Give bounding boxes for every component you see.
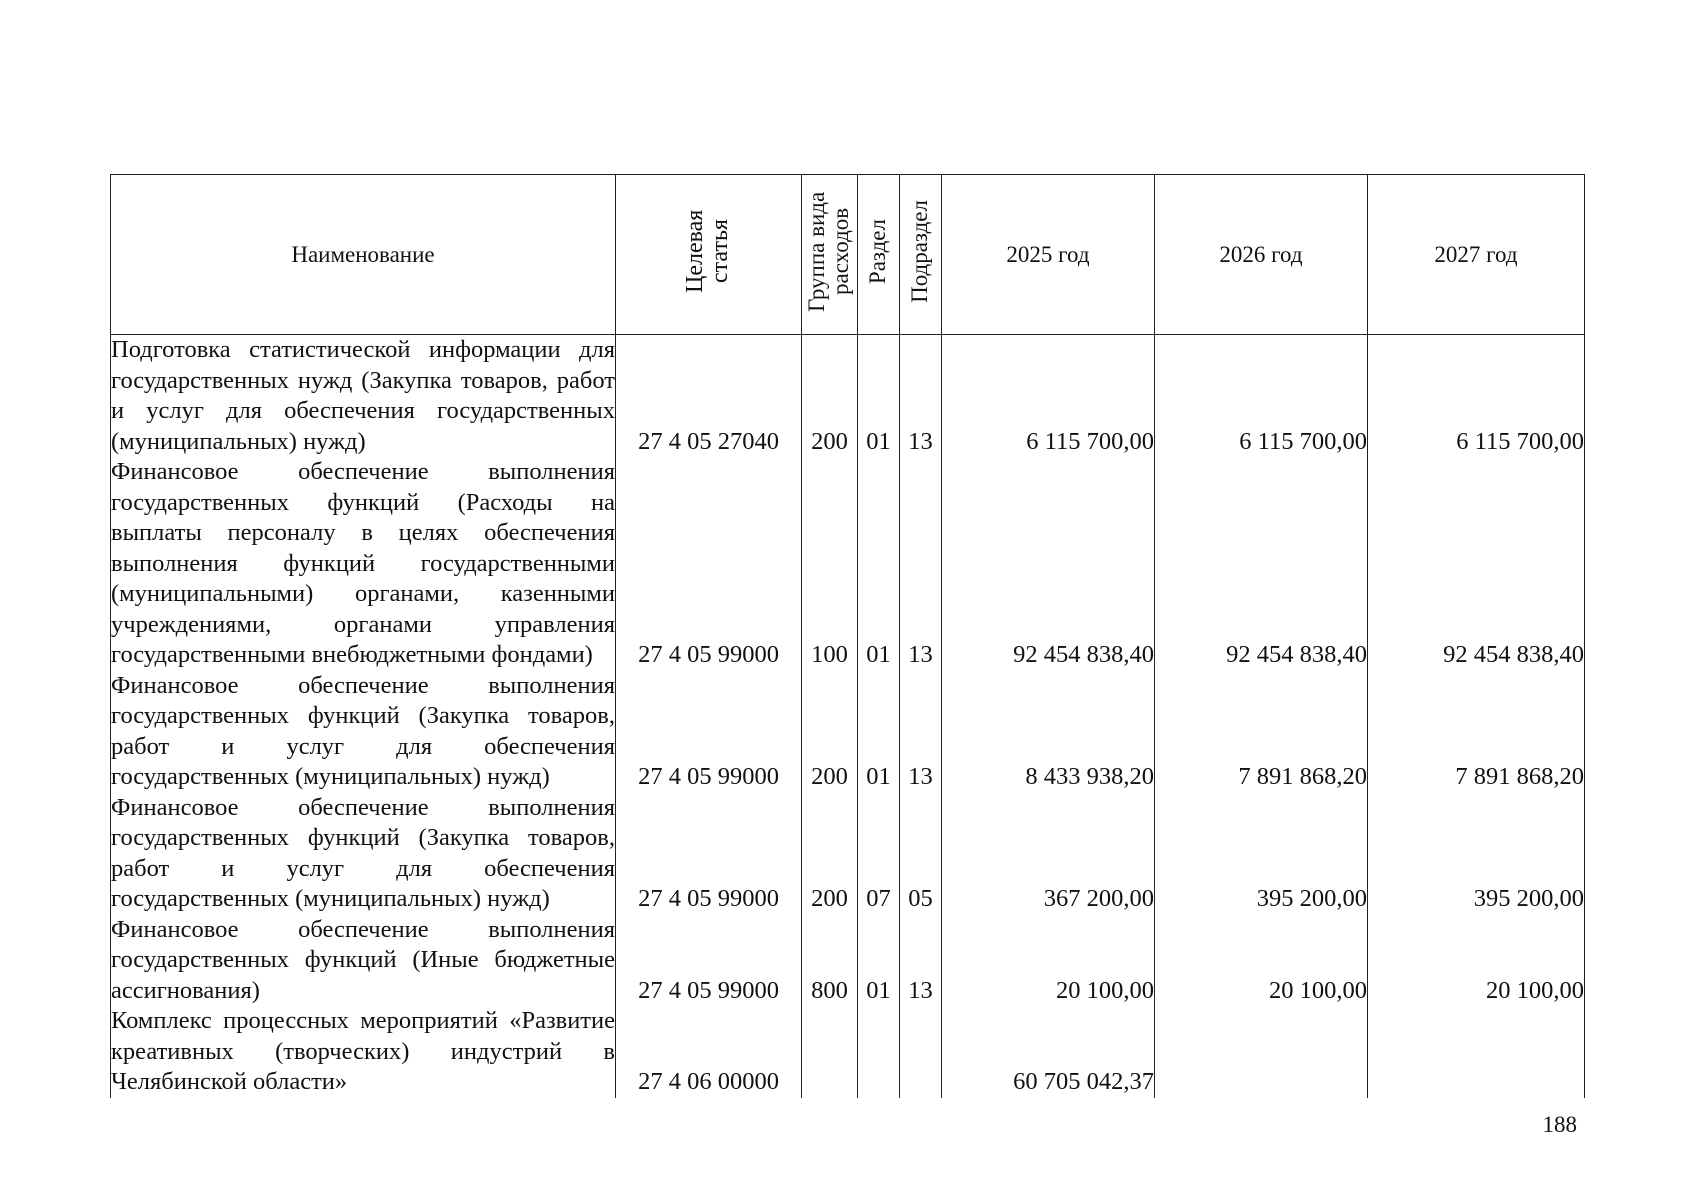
row-expense-group: 800 xyxy=(802,915,858,1007)
header-year-2026: 2026 год xyxy=(1155,175,1368,335)
row-amount-2026: 6 115 700,00 xyxy=(1155,335,1368,458)
row-section: 07 xyxy=(858,793,900,915)
header-year-2025: 2025 год xyxy=(942,175,1155,335)
row-amount-2026: 7 891 868,20 xyxy=(1155,671,1368,793)
page-number: 188 xyxy=(1542,1112,1577,1137)
row-name: Финансовое обеспечение выполнения государственных функций (Закупка товаров, работ и услуг для обеспечения государственных (муниципальных) нужд) xyxy=(111,793,616,915)
row-target-article: 27 4 06 00000 xyxy=(616,1006,802,1098)
budget-sheet xyxy=(110,174,1584,1093)
table-row xyxy=(111,335,1585,458)
row-name: Подготовка статистической информации для государственных нужд (Закупка товаров, работ и услуг для обеспечения государственных (муниципальных) нужд) xyxy=(111,335,616,458)
row-subsection: 13 xyxy=(900,457,942,671)
row-amount-2027: 6 115 700,00 xyxy=(1368,335,1585,458)
row-expense-group: 200 xyxy=(802,793,858,915)
row-amount-2026: 395 200,00 xyxy=(1155,793,1368,915)
row-subsection: 13 xyxy=(900,335,942,458)
header-subsection: Подраздел xyxy=(900,175,942,335)
row-name: Финансовое обеспечение выполнения государственных функций (Закупка товаров, работ и услуг для обеспечения государственных (муниципальных) нужд) xyxy=(111,671,616,793)
row-amount-2027: 7 891 868,20 xyxy=(1368,671,1585,793)
row-expense-group: 100 xyxy=(802,457,858,671)
table-header-row xyxy=(111,175,1585,335)
row-section: 01 xyxy=(858,457,900,671)
row-amount-2025: 60 705 042,37 xyxy=(942,1006,1155,1098)
row-name: Финансовое обеспечение выполнения государственных функций (Расходы на выплаты персоналу в целях обеспечения выполнения функций государственными (муниципальными) органами, казенными учреждениями, органами управления государственными внебюджетными фондами) xyxy=(111,457,616,671)
table-row xyxy=(111,1006,1585,1098)
row-name: Комплекс процессных мероприятий «Развитие креативных (творческих) индустрий в Челябинской области» xyxy=(111,1006,616,1098)
row-expense-group: 200 xyxy=(802,335,858,458)
row-amount-2025: 6 115 700,00 xyxy=(942,335,1155,458)
header-expense-group: Группа вида расходов xyxy=(802,175,858,335)
table-row xyxy=(111,793,1585,915)
row-expense-group: 200 xyxy=(802,671,858,793)
row-name: Финансовое обеспечение выполнения государственных функций (Иные бюджетные ассигнования) xyxy=(111,915,616,1007)
header-year-2027: 2027 год xyxy=(1368,175,1585,335)
table-row xyxy=(111,671,1585,793)
row-amount-2027 xyxy=(1368,1006,1585,1098)
row-target-article: 27 4 05 99000 xyxy=(616,793,802,915)
row-target-article: 27 4 05 99000 xyxy=(616,457,802,671)
row-amount-2026 xyxy=(1155,1006,1368,1098)
row-expense-group xyxy=(802,1006,858,1098)
row-subsection xyxy=(900,1006,942,1098)
row-section: 01 xyxy=(858,671,900,793)
table-row xyxy=(111,457,1585,671)
header-name: Наименование xyxy=(111,175,616,335)
row-section: 01 xyxy=(858,335,900,458)
row-target-article: 27 4 05 99000 xyxy=(616,671,802,793)
row-amount-2027: 92 454 838,40 xyxy=(1368,457,1585,671)
row-amount-2027: 20 100,00 xyxy=(1368,915,1585,1007)
row-section xyxy=(858,1006,900,1098)
row-subsection: 13 xyxy=(900,671,942,793)
row-subsection: 13 xyxy=(900,915,942,1007)
row-subsection: 05 xyxy=(900,793,942,915)
table-row xyxy=(111,915,1585,1007)
row-amount-2026: 20 100,00 xyxy=(1155,915,1368,1007)
row-amount-2025: 92 454 838,40 xyxy=(942,457,1155,671)
row-target-article: 27 4 05 99000 xyxy=(616,915,802,1007)
header-section: Раздел xyxy=(858,175,900,335)
row-amount-2025: 8 433 938,20 xyxy=(942,671,1155,793)
row-amount-2025: 20 100,00 xyxy=(942,915,1155,1007)
row-section: 01 xyxy=(858,915,900,1007)
row-amount-2026: 92 454 838,40 xyxy=(1155,457,1368,671)
row-target-article: 27 4 05 27040 xyxy=(616,335,802,458)
header-target-article: Целевая статья xyxy=(616,175,802,335)
row-amount-2025: 367 200,00 xyxy=(942,793,1155,915)
row-amount-2027: 395 200,00 xyxy=(1368,793,1585,915)
budget-table xyxy=(110,174,1585,1098)
